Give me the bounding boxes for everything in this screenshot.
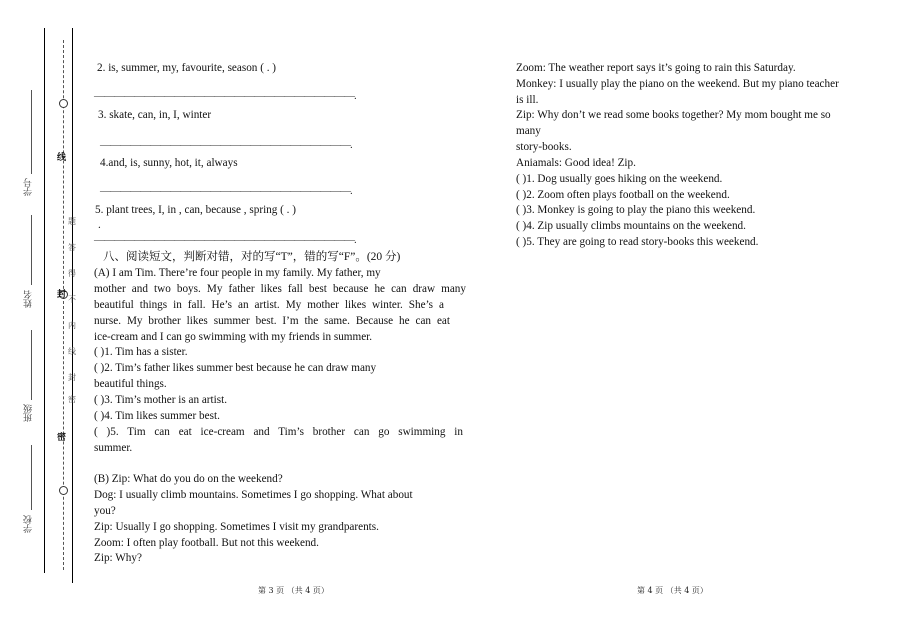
margin-outer-line — [44, 28, 45, 573]
label-school: 学校 — [24, 515, 34, 533]
inner-char-4: 不 — [68, 295, 76, 304]
passage-b-line-6: Zip: Why? — [94, 552, 142, 564]
passage-b-line-7: Zoom: The weather report says it’s going to rain this Saturday. — [516, 62, 796, 74]
question-b-5: ( )5. They are going to read story-books this weekend. — [516, 236, 759, 248]
question-a-2: ( )2. Tim’s father likes summer best because he can draw many — [94, 362, 377, 374]
inner-char-5: 内 — [68, 321, 76, 330]
question-a-1: ( )1. Tim has a sister. — [94, 346, 188, 358]
sentence-5-words: 5. plant trees, I, in , can, because , spring ( . ) — [95, 204, 296, 216]
footer-page-4: 第 4 页 （共 4 页） — [637, 586, 708, 595]
blank-school — [31, 445, 32, 510]
sentence-2-words: 2. is, summer, my, favourite, season ( . ) — [97, 62, 277, 74]
question-a-4: ( )4. Tim likes summer best. — [94, 410, 220, 422]
passage-b-line-13: Aniamals: Good idea! Zip. — [516, 157, 636, 169]
section-8-heading: 八、阅读短文，判断对错，对的写“T”，错的写“F”。(20 分) — [103, 251, 401, 263]
seal-word-xian: 线 — [57, 153, 67, 163]
blank-student-id — [31, 90, 32, 174]
margin-inner-line — [72, 28, 73, 583]
passage-b-line-5: Zoom: I often play football. But not this weekend. — [94, 537, 319, 549]
inner-char-2: 答 — [68, 243, 76, 252]
passage-b-line-9: is ill. — [516, 94, 539, 106]
question-a-3: ( )3. Tim’s mother is an artist. — [94, 394, 228, 406]
inner-char-1: 题 — [68, 217, 76, 226]
question-b-3: ( )3. Monkey is going to play the piano this weekend. — [516, 204, 756, 216]
passage-a-line-2: mother and two boys. My father likes fall best because he can draw many — [94, 283, 466, 295]
blank-class — [31, 330, 32, 400]
passage-b-line-8: Monkey: I usually play the piano on the weekend. But my piano teacher — [516, 78, 839, 90]
passage-a-line-3: beautiful things in fall. He’s an artist. My mother likes winter. She’s a — [94, 299, 444, 311]
passage-b-line-2: Dog: I usually climb mountains. Sometimes I go shopping. What about — [94, 489, 413, 501]
passage-a-line-1: (A) I am Tim. There’re four people in my family. My father, my — [94, 267, 381, 279]
question-a-2-cont: beautiful things. — [94, 378, 167, 390]
passage-a-line-4: nurse. My brother likes summer best. I’m the same. Because he can eat — [94, 315, 450, 327]
sentence-4-answer-line[interactable]: —————————————————————————. — [100, 185, 352, 197]
passage-b-line-10: Zip: Why don’t we read some books together? My mom bought me so — [516, 109, 831, 121]
label-class: 班级 — [24, 404, 34, 422]
question-b-1: ( )1. Dog usually goes hiking on the weekend. — [516, 173, 723, 185]
label-student-id: 学号 — [24, 178, 34, 196]
passage-a-line-5: ice-cream and I can go swimming with my friends in summer. — [94, 331, 373, 343]
passage-b-line-1: (B) Zip: What do you do on the weekend? — [94, 473, 283, 485]
sentence-2-answer-line[interactable]: ——————————————————————————. — [94, 90, 356, 102]
label-name: 姓名 — [24, 290, 34, 308]
question-b-2: ( )2. Zoom often plays football on the weekend. — [516, 189, 730, 201]
sentence-5-answer-line[interactable]: ——————————————————————————. — [94, 234, 356, 246]
passage-b-line-4: Zip: Usually I go shopping. Sometimes I visit my grandparents. — [94, 521, 379, 533]
question-a-5-cont: summer. — [94, 442, 133, 454]
inner-char-3: 得 — [68, 269, 76, 278]
passage-b-line-11: many — [516, 125, 541, 137]
sentence-5-extra-dot: . — [98, 219, 101, 231]
inner-char-7: 封 — [68, 373, 76, 382]
passage-b-line-3: you? — [94, 505, 116, 517]
sentence-4-words: 4.and, is, sunny, hot, it, always — [100, 157, 238, 169]
inner-char-6: 线 — [68, 347, 76, 356]
footer-page-3: 第 3 页 （共 4 页） — [258, 586, 329, 595]
passage-b-line-12: story-books. — [516, 141, 572, 153]
question-a-5: ( )5. Tim can eat ice-cream and Tim’s brother can go swimming in — [94, 426, 463, 438]
margin-circle-bottom — [59, 486, 68, 495]
question-b-4: ( )4. Zip usually climbs mountains on the weekend. — [516, 220, 746, 232]
sentence-3-answer-line[interactable]: —————————————————————————. — [100, 139, 352, 151]
sentence-3-words: 3. skate, can, in, I, winter — [98, 109, 212, 121]
inner-char-8: 密 — [68, 395, 76, 404]
seal-word-mi: 密 — [57, 433, 67, 443]
blank-name — [31, 215, 32, 285]
margin-circle-top — [59, 99, 68, 108]
seal-word-feng: 封 — [57, 290, 67, 300]
